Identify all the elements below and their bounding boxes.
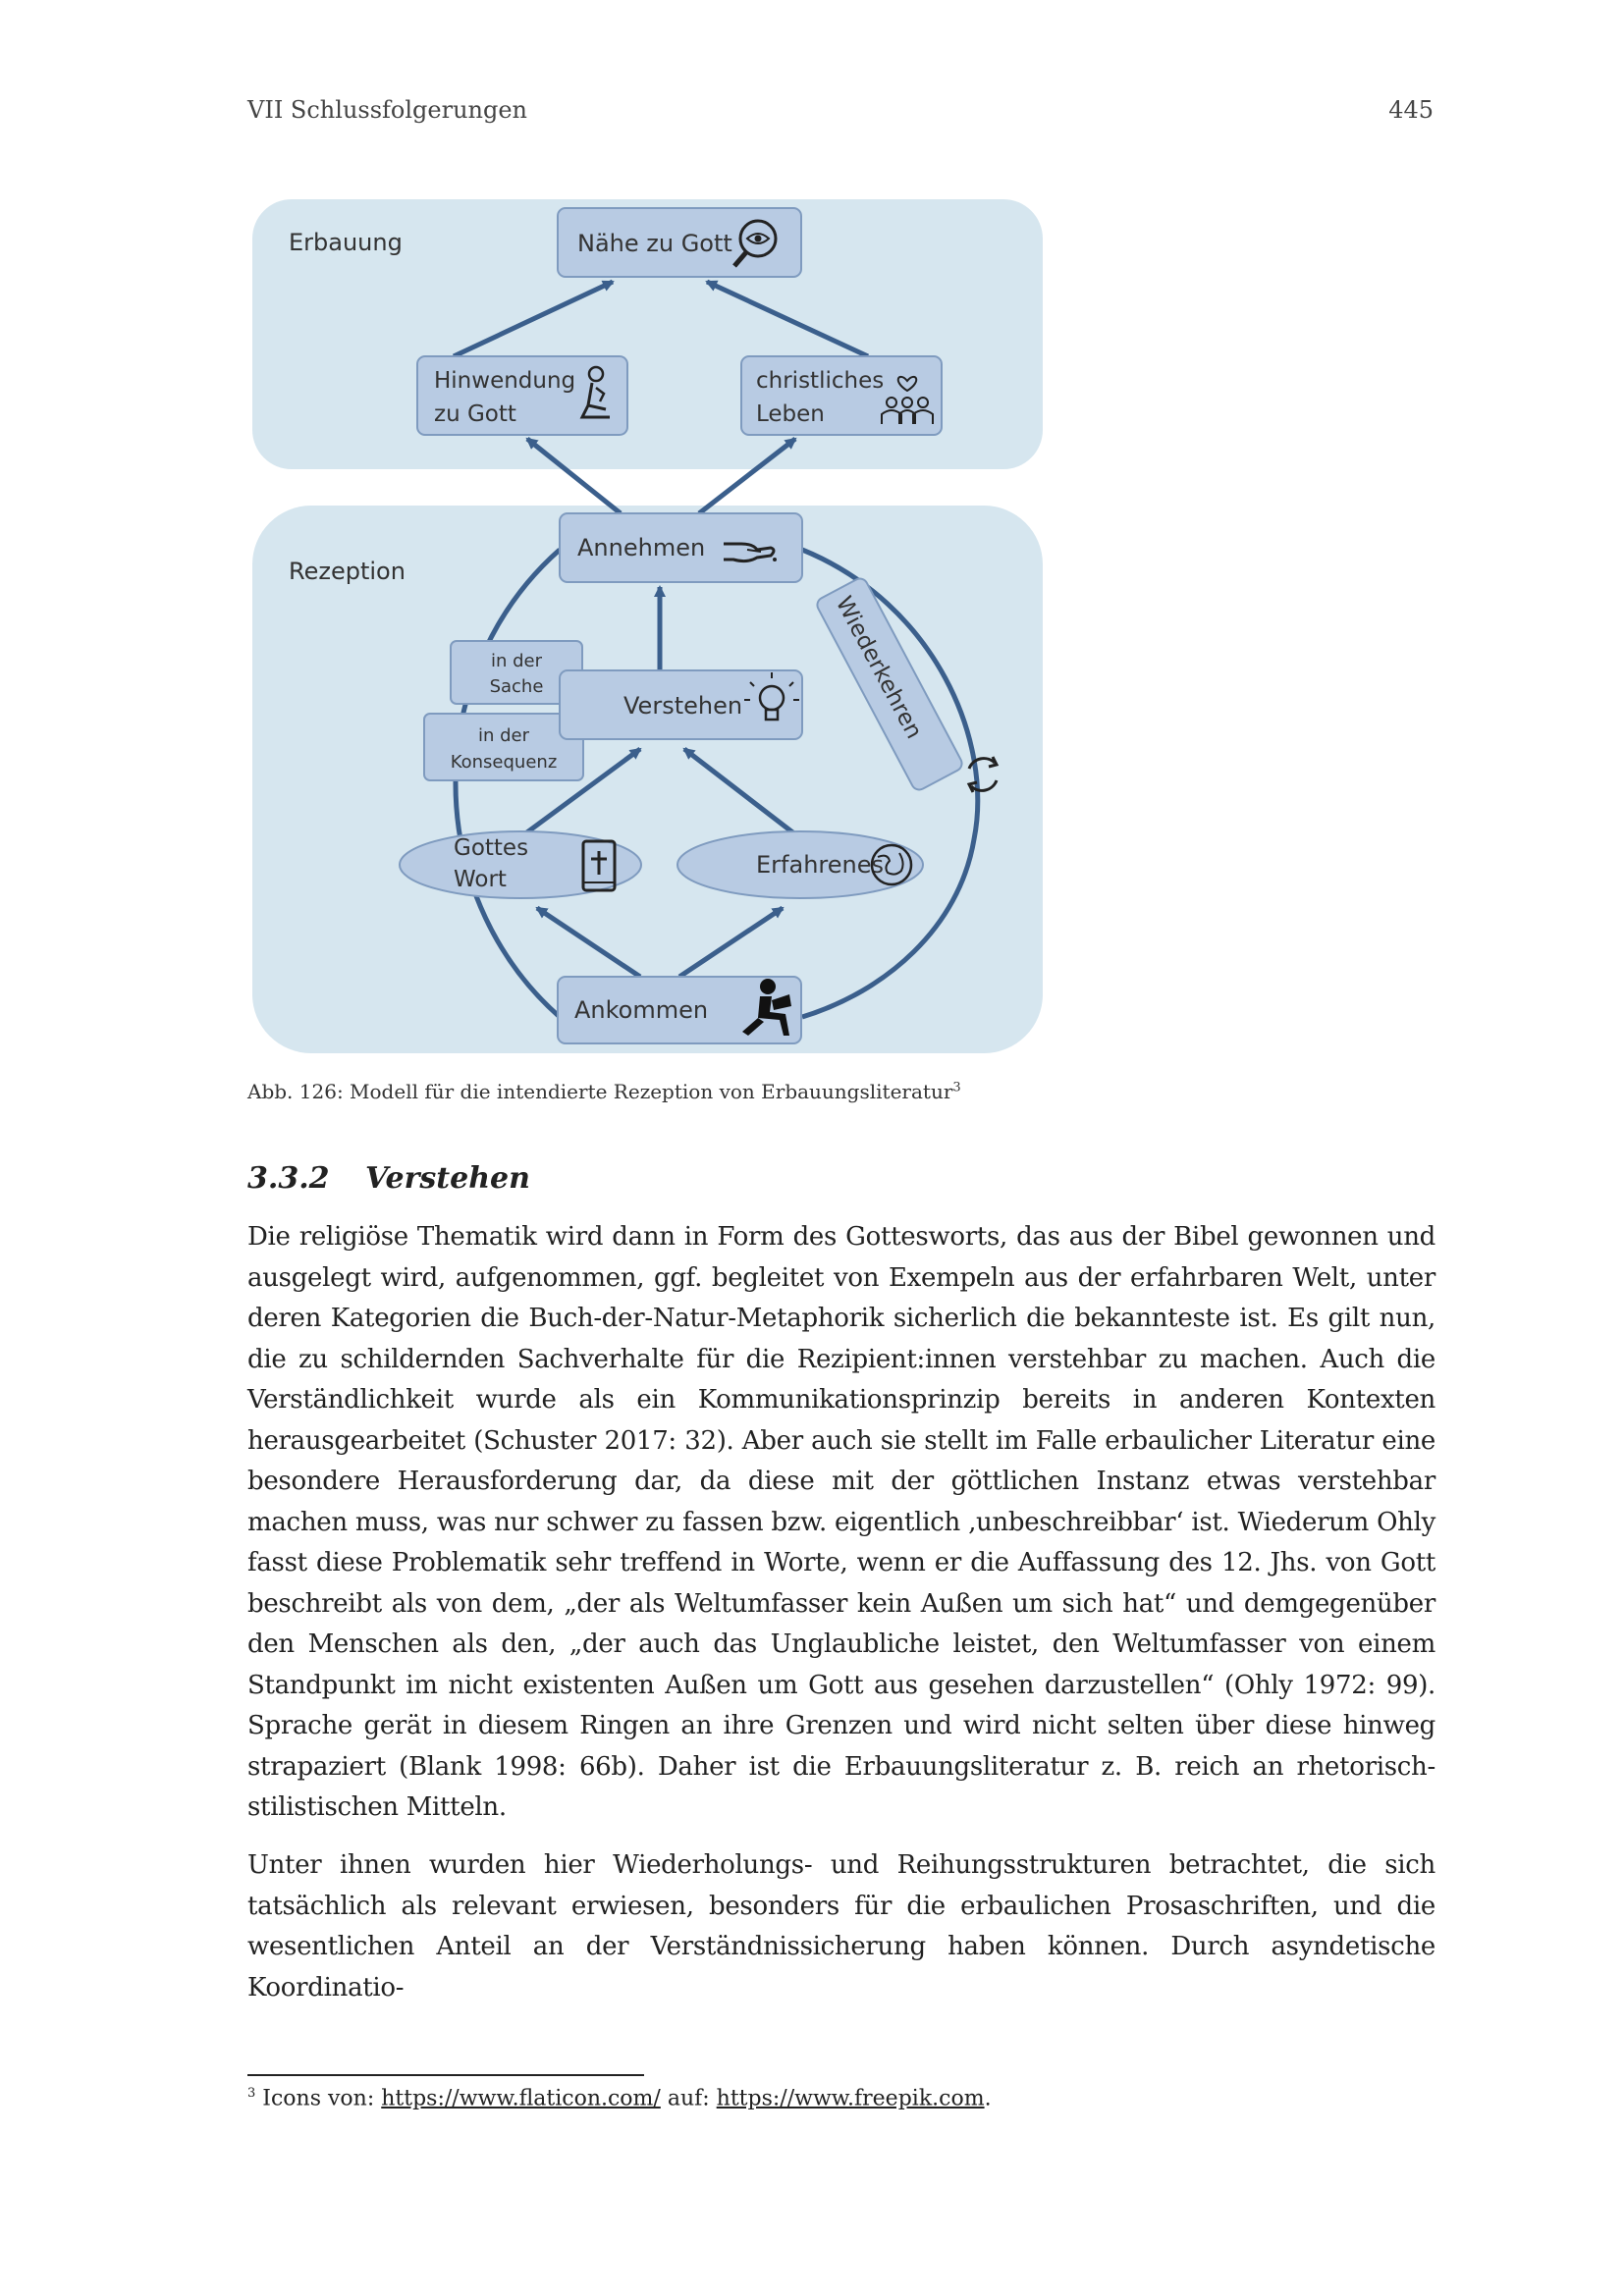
caption-text: Abb. 126: Modell für die intendierte Rezeption von Erbauungsliteratur	[247, 1080, 953, 1103]
reception-model-figure	[247, 191, 1053, 1065]
footnote-mark: 3	[247, 2086, 256, 2101]
flaticon-link[interactable]: https://www.flaticon.com/	[381, 2086, 661, 2111]
body-paragraph: Unter ihnen wurden hier Wiederholungs- und Reihungsstrukturen betrachtet, die sich tatsächlich als relevant erwiesen, besonders für die erbaulichen Prosaschriften, und die wesentlichen Anteil an der Verständnissicherung haben können. Durch asyndetische Koordinatio-	[247, 1850, 1435, 2002]
erbauung-label: Erbauung	[289, 229, 403, 256]
footnote-middle: auf:	[667, 2086, 710, 2111]
node-hinwendung-label-1: Hinwendung	[434, 368, 576, 394]
footnote-divider	[247, 2074, 644, 2076]
node-annehmen	[560, 513, 802, 582]
freepik-link[interactable]: https://www.freepik.com	[716, 2086, 985, 2111]
footnote-prefix: Icons von:	[262, 2086, 375, 2111]
node-verstehen-label: Verstehen	[623, 692, 743, 720]
figure-caption	[247, 1080, 961, 1103]
rezeption-label: Rezeption	[289, 558, 406, 585]
node-annehmen-label: Annehmen	[577, 534, 706, 561]
node-ankommen-label: Ankommen	[574, 996, 709, 1024]
node-gottes-wort	[400, 831, 641, 898]
node-sache-label-2: Sache	[489, 676, 544, 697]
node-konsequenz-label-2: Konsequenz	[450, 752, 558, 773]
node-verstehen	[560, 670, 802, 739]
chapter-title: VII Schlussfolgerungen	[247, 96, 528, 124]
node-hinwendung-zu-gott	[417, 356, 627, 435]
node-christliches-label-2: Leben	[756, 401, 825, 427]
node-konsequenz-label-1: in der	[477, 725, 530, 746]
node-erfahrenes	[677, 831, 923, 898]
section-heading	[247, 1161, 530, 1196]
body-paragraph: Die religiöse Thematik wird dann in Form des Gottesworts, das aus der Bibel gewonnen und ausgelegt wird, aufgenommen, ggf. begleitet von Exempeln aus der erfahrbaren Welt, unter deren Kategorien die Buch-der-Natur-Metaphorik sicherlich die bekannteste ist. Es gilt nun, die zu schildernden Sachverhalte für die Rezipient:innen verstehbar zu machen. Auch die Verständlichkeit wurde als ein Kommunikationsprinzip bereits in anderen Kontexten herausgearbeitet (Schuster 2017: 32). Aber auch sie stellt im Falle erbaulicher Literatur eine besondere Herausforderung dar, da diese mit der göttlichen Instanz etwas verstehbar machen muss, was nur schwer zu fassen bzw. eigentlich ‚unbeschreibbar‘ ist. Wiederum Ohly fasst diese Problematik sehr treffend in Worte, wenn er die Auffassung des 12. Jhs. von Gott beschreibt als von dem, „der als Weltumfasser kein Außen um sich hat“ und demgegenüber den Menschen als den, „der auch das Unglaubliche leistet, den Weltumfasser von einem Standpunkt im nicht existenten Außen um Gott aus gesehen darzustellen“ (Ohly 1972: 99). Sprache gerät in diesem Ringen an ihre Grenzen und wird nicht selten über diese hinweg strapaziert (Blank 1998: 66b). Daher ist die Erbauungsliteratur z. B. reich an rhetorisch-stilistischen Mitteln.	[247, 1222, 1435, 1822]
node-christliches-leben	[741, 356, 942, 435]
node-christliches-label-1: christliches	[756, 368, 885, 394]
node-sache-label-1: in der	[490, 651, 543, 671]
footnote-suffix: .	[984, 2086, 992, 2111]
running-head	[247, 96, 1434, 130]
node-erfahrenes-label: Erfahrenes	[756, 851, 884, 879]
page-number: 445	[1388, 96, 1434, 124]
caption-footnote-mark: 3	[952, 1080, 961, 1095]
node-wiederkehren-label: Wiederkehren	[830, 592, 927, 743]
node-hinwendung-label-2: zu Gott	[434, 401, 516, 427]
node-gotteswort-label-1: Gottes	[454, 835, 529, 861]
footnote	[247, 2086, 992, 2110]
node-naehe-label: Nähe zu Gott	[577, 230, 732, 257]
node-gotteswort-label-2: Wort	[454, 867, 507, 892]
node-ankommen	[558, 977, 801, 1043]
node-naehe-zu-gott	[558, 208, 801, 277]
section-number: 3.3.2	[247, 1161, 330, 1196]
section-title: Verstehen	[365, 1161, 530, 1196]
